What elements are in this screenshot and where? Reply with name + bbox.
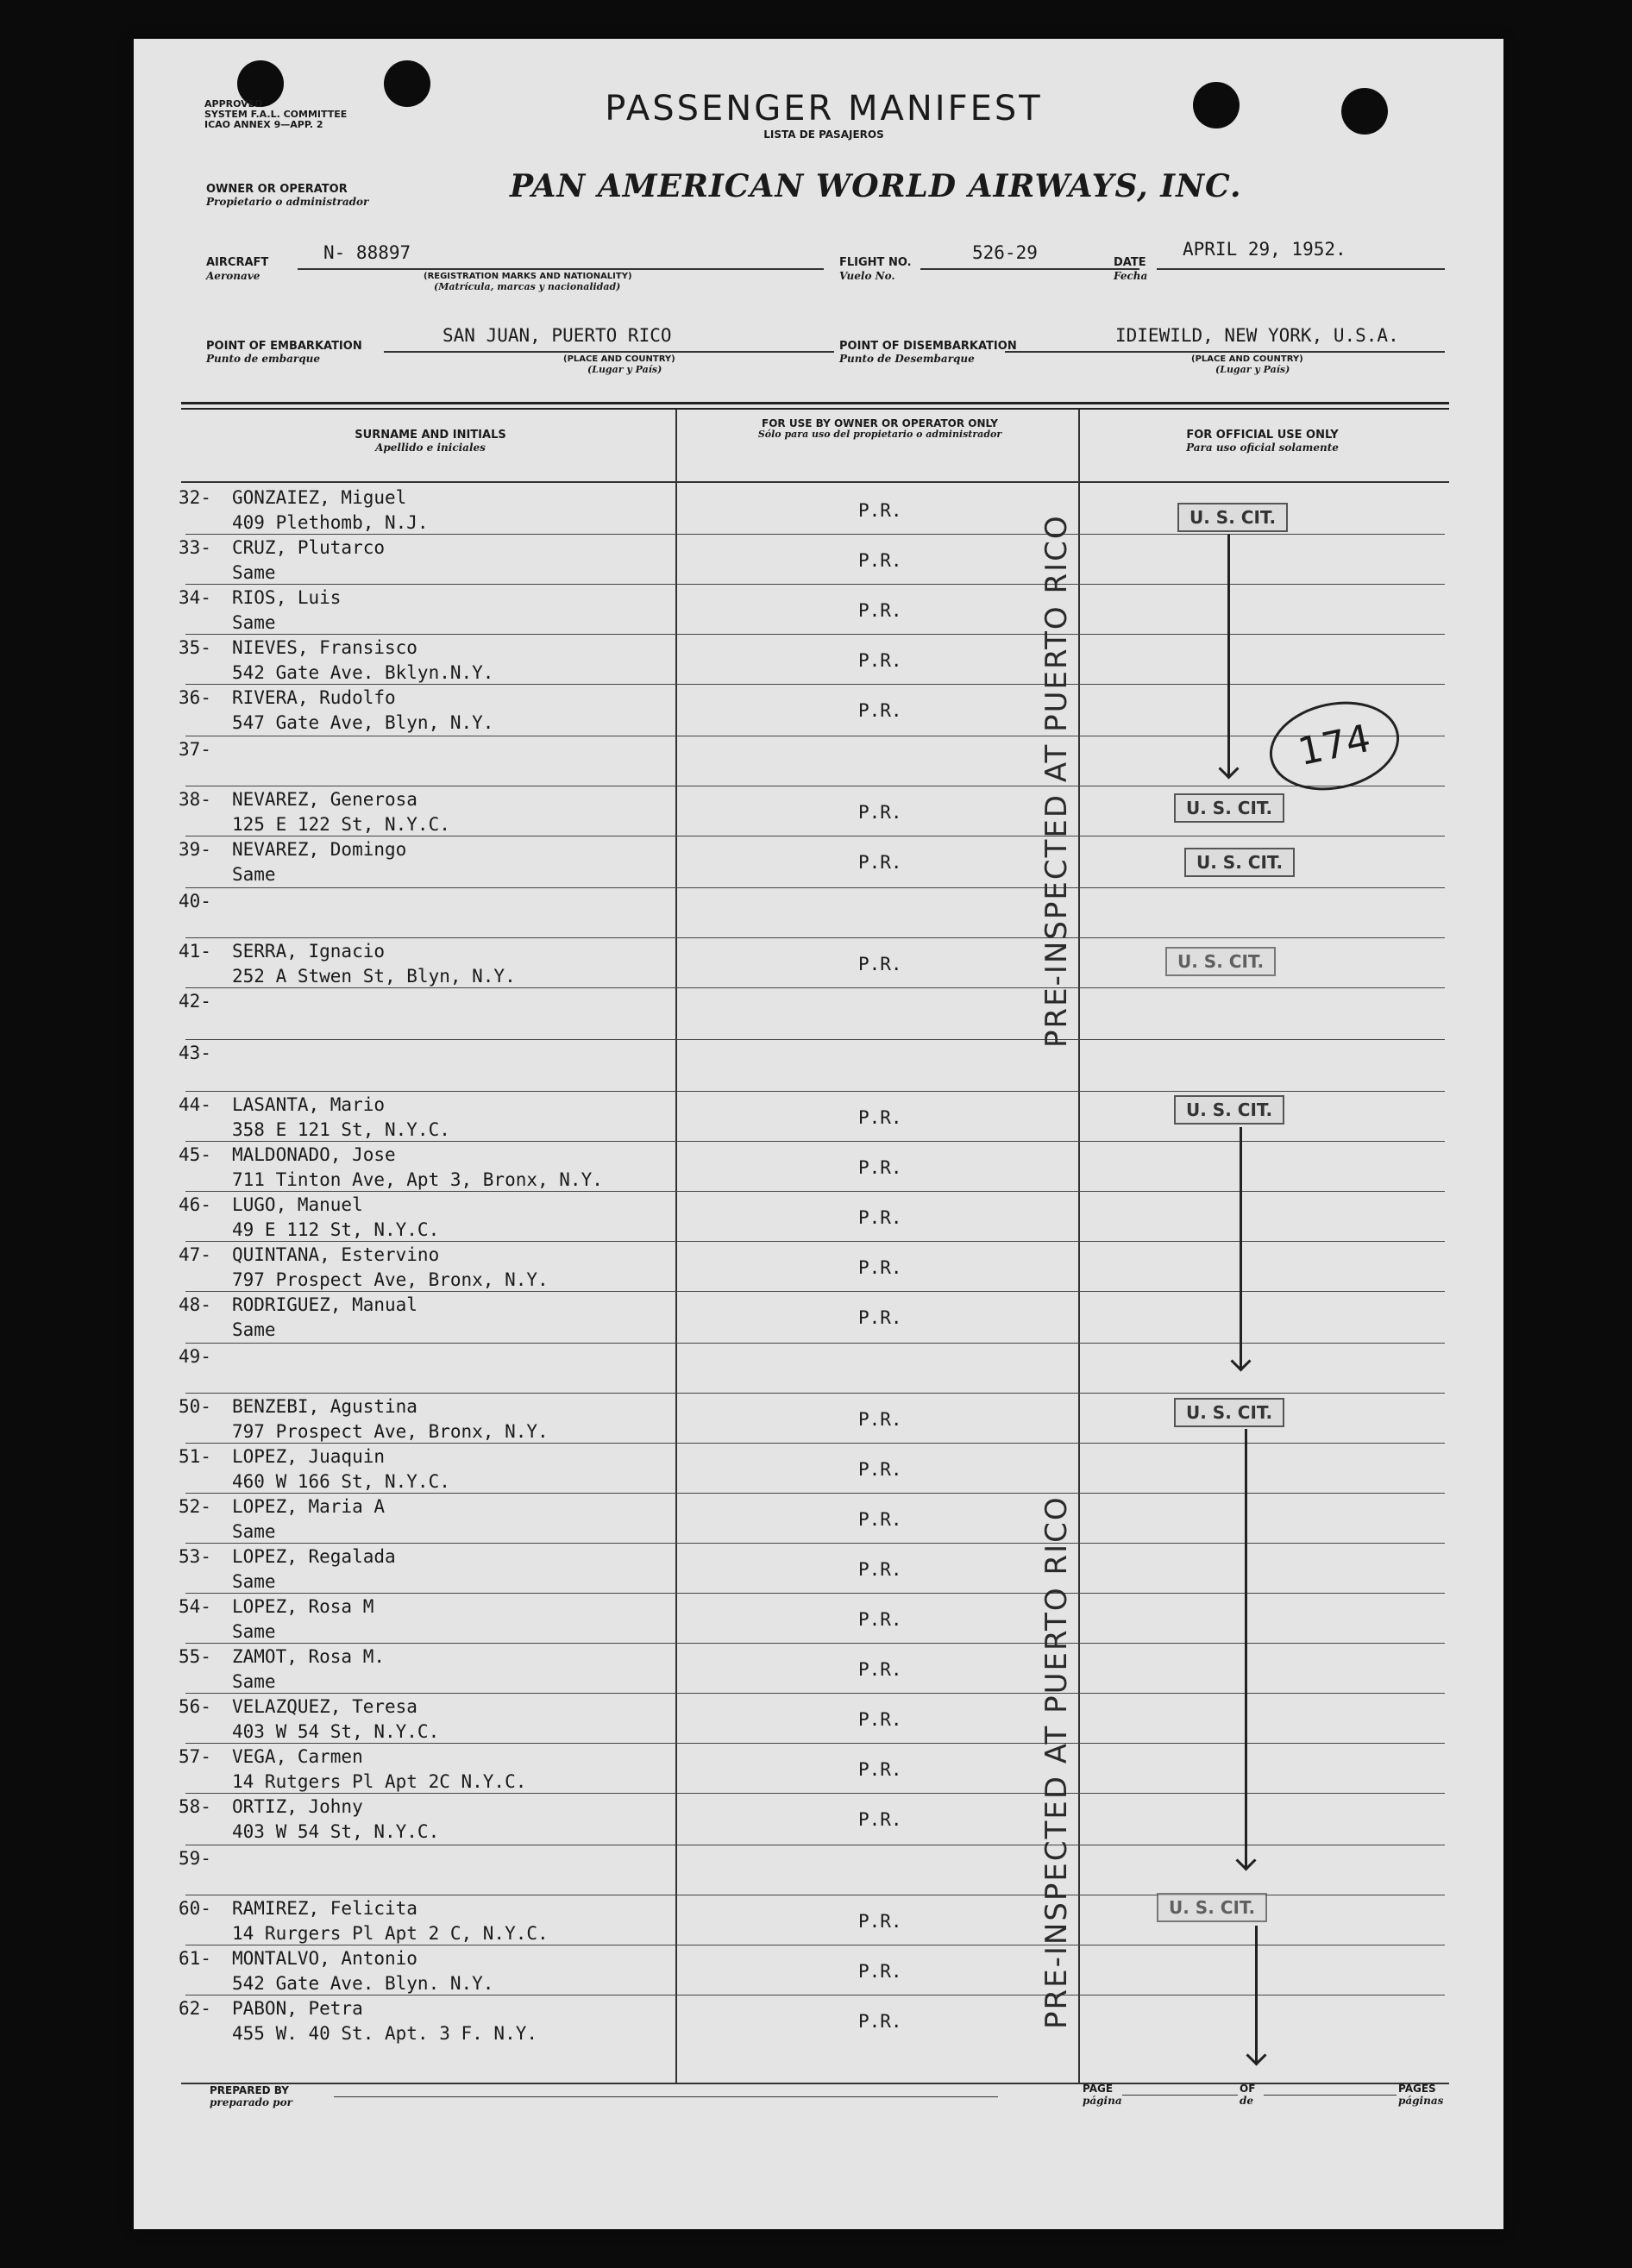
passenger-name: NEVAREZ, Domingo xyxy=(232,839,407,860)
passenger-name: CRUZ, Plutarco xyxy=(232,537,386,558)
passenger-name: VELAZQUEZ, Teresa xyxy=(232,1696,417,1717)
flight-value: 526-29 xyxy=(972,242,1038,263)
row-divider xyxy=(185,1693,1445,1694)
row-divider xyxy=(185,1793,1445,1794)
embark-label: POINT OF EMBARKATION xyxy=(206,340,362,353)
passenger-name: MONTALVO, Antonio xyxy=(232,1948,417,1969)
us-cit-stamp: U. S. CIT. xyxy=(1157,1893,1267,1922)
aircraft-label-es: Aeronave xyxy=(206,270,260,282)
row-divider xyxy=(185,1039,1445,1040)
passenger-name: PABON, Petra xyxy=(232,1998,363,2019)
date-label-es: Fecha xyxy=(1114,270,1148,282)
passenger-name: VEGA, Carmen xyxy=(232,1746,363,1767)
row-divider xyxy=(185,1091,1445,1092)
flight-label-es: Vuelo No. xyxy=(839,270,895,282)
owner-code: P.R. xyxy=(858,600,902,621)
passenger-name: LOPEZ, Regalada xyxy=(232,1546,396,1567)
owner-code: P.R. xyxy=(858,1307,902,1328)
row-number: 43- xyxy=(179,1043,211,1063)
passenger-address: Same xyxy=(232,1621,276,1642)
passenger-name: RIOS, Luis xyxy=(232,587,342,608)
row-number: 53- xyxy=(179,1546,211,1567)
owner-code: P.R. xyxy=(858,802,902,823)
row-number: 55- xyxy=(179,1646,211,1667)
passenger-name: LOPEZ, Rosa M xyxy=(232,1596,374,1617)
row-divider xyxy=(185,1643,1445,1644)
passenger-address: Same xyxy=(232,612,276,633)
row-number: 42- xyxy=(179,991,211,1012)
passenger-address: 403 W 54 St, N.Y.C. xyxy=(232,1821,440,1842)
owner-code: P.R. xyxy=(858,1459,902,1480)
registration-note: (REGISTRATION MARKS AND NATIONALITY) xyxy=(424,272,632,281)
row-divider xyxy=(185,534,1445,535)
approval-line: SYSTEM F.A.L. COMMITTEE xyxy=(204,109,348,120)
row-number: 47- xyxy=(179,1244,211,1265)
row-number: 50- xyxy=(179,1396,211,1417)
passenger-address: 542 Gate Ave. Bklyn.N.Y. xyxy=(232,662,494,683)
owner-code: P.R. xyxy=(858,954,902,974)
column-name-label: SURNAME AND INITIALS xyxy=(355,429,506,442)
passenger-address: 797 Prospect Ave, Bronx, N.Y. xyxy=(232,1421,549,1442)
row-number: 46- xyxy=(179,1194,211,1215)
us-cit-stamp: U. S. CIT. xyxy=(1177,503,1288,532)
punch-hole-icon xyxy=(384,60,430,107)
owner-code: P.R. xyxy=(858,1509,902,1530)
owner-code: P.R. xyxy=(858,1911,902,1932)
column-owner-label: FOR USE BY OWNER OR OPERATOR ONLY xyxy=(762,417,998,429)
owner-code: P.R. xyxy=(858,1409,902,1430)
aircraft-value: N- 88897 xyxy=(323,242,411,263)
owner-code: P.R. xyxy=(858,1207,902,1228)
row-number: 48- xyxy=(179,1294,211,1315)
preinspected-stamp: PRE-INSPECTED AT PUERTO RICO xyxy=(1039,1495,1074,2029)
page-label-es: página xyxy=(1083,2095,1122,2107)
row-number: 59- xyxy=(179,1848,211,1869)
place-note-es: (Lugar y País) xyxy=(1215,364,1290,375)
row-divider xyxy=(185,1743,1445,1744)
of-label: OF xyxy=(1240,2083,1256,2095)
row-number: 62- xyxy=(179,1998,211,2019)
preinspected-stamp: PRE-INSPECTED AT PUERTO RICO xyxy=(1039,514,1074,1048)
passenger-name: LASANTA, Mario xyxy=(232,1094,386,1115)
owner-code: P.R. xyxy=(858,1107,902,1128)
row-number: 56- xyxy=(179,1696,211,1717)
row-number: 40- xyxy=(179,891,211,912)
passenger-name: LUGO, Manuel xyxy=(232,1194,363,1215)
column-official-label: FOR OFFICIAL USE ONLY xyxy=(1186,429,1339,442)
passenger-name: GONZAIEZ, Miguel xyxy=(232,487,407,508)
row-number: 60- xyxy=(179,1898,211,1919)
row-divider xyxy=(185,1241,1445,1242)
passenger-address: 797 Prospect Ave, Bronx, N.Y. xyxy=(232,1269,549,1290)
row-divider xyxy=(185,1543,1445,1544)
column-owner-label-es: Sólo para uso del propietario o administrador xyxy=(757,429,1002,440)
passenger-name: ZAMOT, Rosa M. xyxy=(232,1646,386,1667)
page-title: PASSENGER MANIFEST xyxy=(605,89,1043,128)
owner-code: P.R. xyxy=(858,1257,902,1278)
owner-code: P.R. xyxy=(858,550,902,571)
row-number: 39- xyxy=(179,839,211,860)
us-cit-stamp: U. S. CIT. xyxy=(1174,793,1284,823)
row-divider xyxy=(185,1493,1445,1494)
column-name-label-es: Apellido e iniciales xyxy=(375,442,486,454)
row-divider xyxy=(185,1593,1445,1594)
passenger-name: RAMIREZ, Felicita xyxy=(232,1898,417,1919)
owner-label: OWNER OR OPERATOR xyxy=(206,183,348,196)
passenger-address: Same xyxy=(232,1319,276,1340)
passenger-address: Same xyxy=(232,562,276,583)
row-divider xyxy=(185,1291,1445,1292)
row-number: 36- xyxy=(179,687,211,708)
passenger-address: 49 E 112 St, N.Y.C. xyxy=(232,1219,440,1240)
row-divider xyxy=(185,634,1445,635)
page-label: PAGE xyxy=(1083,2083,1114,2095)
place-note: (PLACE AND COUNTRY) xyxy=(1191,354,1303,364)
passenger-address: 542 Gate Ave. Blyn. N.Y. xyxy=(232,1973,494,1994)
embark-label-es: Punto de embarque xyxy=(206,353,320,365)
place-note: (PLACE AND COUNTRY) xyxy=(563,354,675,364)
row-divider xyxy=(185,887,1445,888)
row-divider xyxy=(185,1191,1445,1192)
row-number: 49- xyxy=(179,1346,211,1367)
owner-label-es: Propietario o administrador xyxy=(206,196,369,208)
passenger-address: Same xyxy=(232,1521,276,1542)
passenger-address: 125 E 122 St, N.Y.C. xyxy=(232,814,450,835)
row-number: 52- xyxy=(179,1496,211,1517)
row-number: 32- xyxy=(179,487,211,508)
date-value: APRIL 29, 1952. xyxy=(1183,239,1346,260)
approval-line: APPROVED xyxy=(204,98,263,110)
passenger-name: LOPEZ, Maria A xyxy=(232,1496,386,1517)
passenger-name: NIEVES, Fransisco xyxy=(232,637,417,658)
page-title-es: LISTA DE PASAJEROS xyxy=(763,128,884,141)
place-note-es: (Lugar y País) xyxy=(587,364,662,375)
row-number: 38- xyxy=(179,789,211,810)
passenger-address: 409 Plethomb, N.J. xyxy=(232,512,429,533)
row-number: 37- xyxy=(179,739,211,760)
owner-code: P.R. xyxy=(858,1157,902,1178)
circled-count: 174 xyxy=(1261,690,1407,801)
passenger-address: 460 W 166 St, N.Y.C. xyxy=(232,1471,450,1492)
date-label: DATE xyxy=(1114,256,1146,269)
column-header-name xyxy=(185,429,675,454)
row-divider xyxy=(185,1141,1445,1142)
passenger-address: 547 Gate Ave, Blyn, N.Y. xyxy=(232,712,494,733)
row-number: 45- xyxy=(179,1144,211,1165)
passenger-name: RIVERA, Rudolfo xyxy=(232,687,396,708)
row-divider xyxy=(185,1343,1445,1344)
disembark-value: IDIEWILD, NEW YORK, U.S.A. xyxy=(1115,325,1399,346)
title-block xyxy=(565,89,1083,141)
column-header-owner xyxy=(738,418,1022,440)
passenger-address: 14 Rurgers Pl Apt 2 C, N.Y.C. xyxy=(232,1923,549,1944)
embark-value: SAN JUAN, PUERTO RICO xyxy=(443,325,672,346)
manifest-sheet xyxy=(134,39,1503,2229)
column-header-official xyxy=(1080,429,1445,454)
owner-code: P.R. xyxy=(858,852,902,873)
row-divider xyxy=(185,987,1445,988)
passenger-address: 711 Tinton Ave, Apt 3, Bronx, N.Y. xyxy=(232,1169,603,1190)
owner-value: PAN AMERICAN WORLD AIRWAYS, INC. xyxy=(510,168,1242,204)
passenger-address: Same xyxy=(232,864,276,885)
row-number: 44- xyxy=(179,1094,211,1115)
flight-label: FLIGHT NO. xyxy=(839,256,912,269)
row-number: 51- xyxy=(179,1446,211,1467)
row-divider xyxy=(185,584,1445,585)
owner-code: P.R. xyxy=(858,1961,902,1982)
owner-code: P.R. xyxy=(858,500,902,521)
aircraft-label: AIRCRAFT xyxy=(206,256,269,269)
us-cit-stamp: U. S. CIT. xyxy=(1165,947,1276,976)
passenger-name: SERRA, Ignacio xyxy=(232,941,386,962)
row-number: 34- xyxy=(179,587,211,608)
passenger-name: NEVAREZ, Generosa xyxy=(232,789,417,810)
passenger-address: 14 Rutgers Pl Apt 2C N.Y.C. xyxy=(232,1771,527,1792)
passenger-address: Same xyxy=(232,1671,276,1692)
passenger-name: QUINTANA, Estervino xyxy=(232,1244,440,1265)
passenger-address: Same xyxy=(232,1571,276,1592)
row-number: 61- xyxy=(179,1948,211,1969)
prepared-label: PREPARED BY xyxy=(210,2084,289,2096)
disembark-label: POINT OF DISEMBARKATION xyxy=(839,340,1017,353)
us-cit-stamp: U. S. CIT. xyxy=(1174,1398,1284,1427)
passenger-name: RODRIGUEZ, Manual xyxy=(232,1294,417,1315)
pages-label-es: páginas xyxy=(1398,2095,1444,2107)
registration-note-es: (Matrícula, marcas y nacionalidad) xyxy=(434,281,621,292)
punch-hole-icon xyxy=(1193,82,1240,128)
row-number: 57- xyxy=(179,1746,211,1767)
owner-code: P.R. xyxy=(858,700,902,721)
row-divider xyxy=(185,937,1445,938)
row-number: 33- xyxy=(179,537,211,558)
owner-code: P.R. xyxy=(858,1809,902,1830)
owner-code: P.R. xyxy=(858,650,902,671)
row-number: 35- xyxy=(179,637,211,658)
of-label-es: de xyxy=(1240,2095,1254,2107)
passenger-name: LOPEZ, Juaquin xyxy=(232,1446,386,1467)
row-number: 58- xyxy=(179,1796,211,1817)
prepared-label-es: preparado por xyxy=(210,2096,292,2108)
column-official-label-es: Para uso oficial solamente xyxy=(1186,442,1339,454)
passenger-address: 455 W. 40 St. Apt. 3 F. N.Y. xyxy=(232,2023,538,2044)
passenger-name: ORTIZ, Johny xyxy=(232,1796,363,1817)
owner-code: P.R. xyxy=(858,1759,902,1780)
row-number: 54- xyxy=(179,1596,211,1617)
passenger-name: BENZEBI, Agustina xyxy=(232,1396,417,1417)
passenger-address: 252 A Stwen St, Blyn, N.Y. xyxy=(232,966,516,987)
row-divider xyxy=(185,1393,1445,1394)
passenger-address: 358 E 121 St, N.Y.C. xyxy=(232,1119,450,1140)
approval-line: ICAO ANNEX 9—APP. 2 xyxy=(204,119,323,130)
passenger-name: MALDONADO, Jose xyxy=(232,1144,396,1165)
us-cit-stamp: U. S. CIT. xyxy=(1184,848,1295,877)
owner-code: P.R. xyxy=(858,1559,902,1580)
disembark-label-es: Punto de Desembarque xyxy=(839,353,975,365)
row-divider xyxy=(185,1443,1445,1444)
owner-code: P.R. xyxy=(858,2011,902,2032)
row-number: 41- xyxy=(179,941,211,962)
owner-code: P.R. xyxy=(858,1659,902,1680)
pages-label: PAGES xyxy=(1398,2083,1436,2095)
owner-code: P.R. xyxy=(858,1709,902,1730)
approval-block xyxy=(204,99,347,130)
owner-code: P.R. xyxy=(858,1609,902,1630)
passenger-address: 403 W 54 St, N.Y.C. xyxy=(232,1721,440,1742)
row-divider xyxy=(185,684,1445,685)
punch-hole-icon xyxy=(1341,88,1388,135)
us-cit-stamp: U. S. CIT. xyxy=(1174,1095,1284,1125)
